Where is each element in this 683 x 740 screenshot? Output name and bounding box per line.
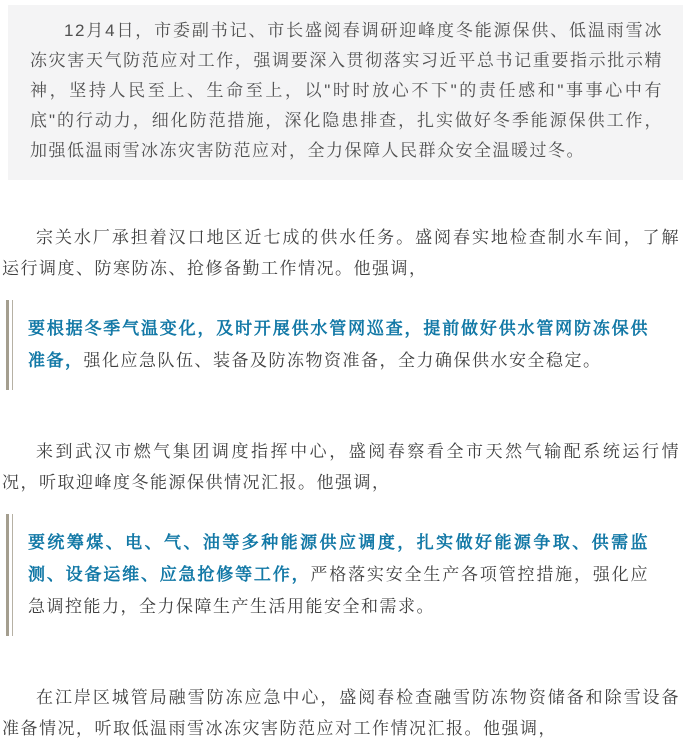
paragraph-snow-center: 在江岸区城管局融雪防冻应急中心，盛阅春检查融雪防冻物资储备和除雪设备准备情况，听取低温雨雪冰冻灾害防范应对工作情况汇报。他强调， xyxy=(2,688,680,738)
quote-block-water xyxy=(6,300,659,390)
quote-rest: 强化应急队伍、装备及防冻物资准备，全力确保供水安全稳定。 xyxy=(83,351,602,370)
quote-highlight: 要统筹煤、电、气、油等多种能源供应调度，扎实做好能源争取、供需监测、设备运维、应急抢修等工作， xyxy=(28,533,649,584)
lead-paragraph: 12月4日，市委副书记、市长盛阅春调研迎峰度冬能源保供、低温雨雪冰冻灾害天气防范应对工作，强调要深入贯彻落实习近平总书记重要指示批示精神，坚持人民至上、生命至上，以"时时放心不下"的责任感和"事事心中有底"的行动力，细化防范措施，深化隐患排查，扎实做好冬季能源保供工作，加强低温雨雪冰冻灾害防范应对，全力保障人民群众安全温暖过冬。 xyxy=(8,5,683,180)
paragraph-water-plant: 宗关水厂承担着汉口地区近七成的供水任务。盛阅春实地检查制水车间，了解运行调度、防寒防冻、抢修备勤工作情况。他强调， xyxy=(2,228,680,278)
quote-block-energy xyxy=(6,514,659,636)
quote-highlight: 要根据冬季气温变化，及时开展供水管网巡查，提前做好供水管网防冻保供准备， xyxy=(28,319,649,370)
quote-rest: 严格落实安全生产各项管控措施，强化应急调控能力，全力保障生产生活用能安全和需求。 xyxy=(28,565,649,616)
paragraph-gas-group: 来到武汉市燃气集团调度指挥中心，盛阅春察看全市天然气输配系统运行情况，听取迎峰度冬能源保供情况汇报。他强调， xyxy=(2,442,680,492)
